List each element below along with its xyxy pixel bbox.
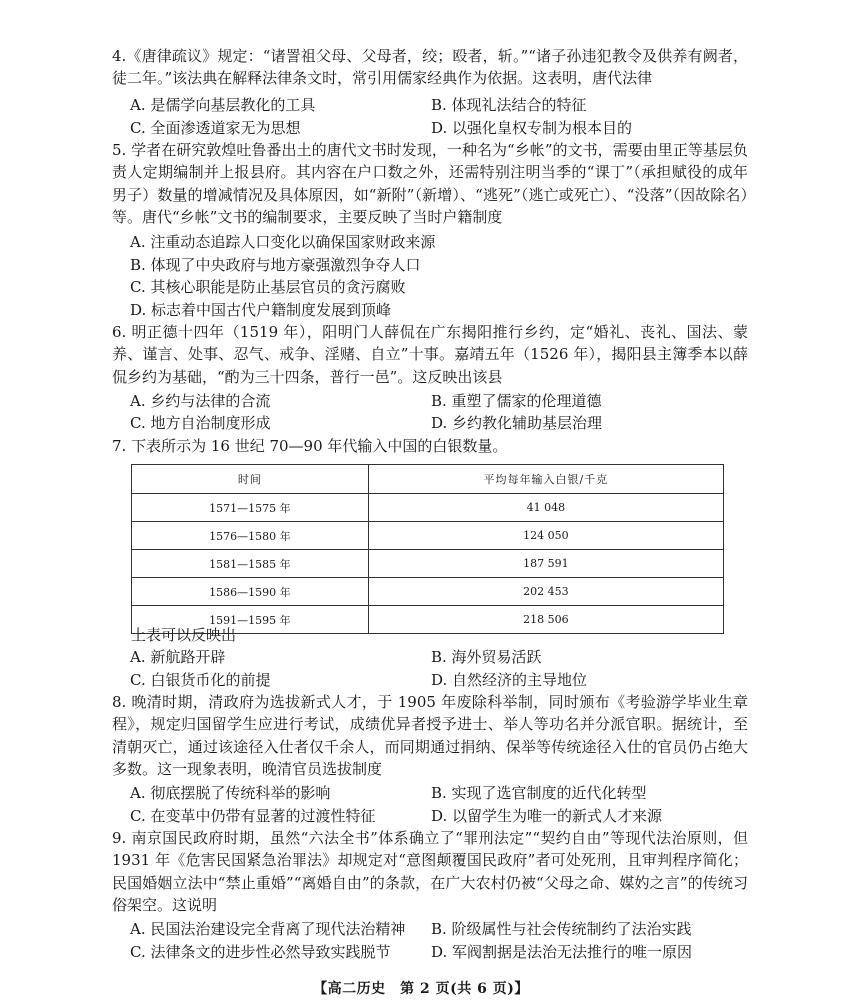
q4-option-a: A. 是儒学向基层教化的工具 [130,96,316,114]
table-cell-silver: 41 048 [368,494,723,522]
q9-option-b: B. 阶级属性与社会传统制约了法治实践 [431,920,692,938]
table-cell-period: 1586—1590 年 [132,578,369,606]
question-4 [112,45,748,90]
question-6 [112,321,748,388]
page-footer: 【高二历史 第 2 页(共 6 页)】 [313,981,529,997]
q6-option-b: B. 重塑了儒家的伦理道德 [431,392,602,410]
q8-option-b: B. 实现了选官制度的近代化转型 [431,784,647,802]
q5-option-a: A. 注重动态追踪人口变化以确保国家财政来源 [130,233,436,251]
q9-option-c: C. 法律条文的进步性必然导致实践脱节 [130,943,391,961]
table-cell-period: 1591—1595 年 [132,606,369,634]
table-cell-silver: 218 506 [368,606,723,634]
q4-option-d: D. 以强化皇权专制为根本目的 [431,119,633,137]
table-cell-silver: 124 050 [368,522,723,550]
table-row [132,550,724,578]
question-5-stem: 5. 学者在研究敦煌吐鲁番出土的唐代文书时发现，一种名为“乡帐”的文书，需要由里正等基层负责人定期编制并上报县府。其内容在户口数之外，还需特别注明当季的“课丁”（承担赋役的成年男子）数量的增减情况及具体原因，如“新附”（新增）、“逃死”（逃亡或死亡）、“没落”（因故除名）等。唐代“乡帐”文书的编制要求，主要反映了当时户籍制度 [112,141,748,226]
q8-option-d: D. 以留学生为唯一的新式人才来源 [431,807,663,825]
q9-option-d: D. 军阀割据是法治无法推行的唯一原因 [431,943,693,961]
q7-option-b: B. 海外贸易活跃 [431,648,542,666]
table-header-period: 时间 [132,465,369,494]
question-7-followup: 上表可以反映出 [131,626,237,644]
table-header-silver: 平均每年输入白银/千克 [368,465,723,494]
q4-option-c: C. 全面渗透道家无为思想 [130,119,301,137]
q8-option-a: A. 彻底摆脱了传统科举的影响 [130,784,331,802]
question-6-stem: 6. 明正德十四年（1519 年），阳明门人薛侃在广东揭阳推行乡约，定“婚礼、丧礼、国法、蒙养、谨言、处事、忍气、戒争、淫赌、自立”十事。嘉靖五年（1526 年），揭阳县主簿季本以薛侃乡约为基础，“酌为三十四条，普行一邑”。这反映出该县 [112,323,748,386]
table-header-row [132,465,724,494]
q6-option-c: C. 地方自治制度形成 [130,414,271,432]
table-row [132,494,724,522]
silver-import-table [131,464,724,634]
q5-option-c: C. 其核心职能是防止基层官员的贪污腐败 [130,278,406,296]
q7-option-d: D. 自然经济的主导地位 [431,671,588,689]
table-cell-period: 1581—1585 年 [132,550,369,578]
question-8 [112,691,748,780]
q5-option-b: B. 体现了中央政府与地方豪强激烈争夺人口 [130,256,421,274]
q7-option-c: C. 白银货币化的前提 [130,671,271,689]
q4-option-b: B. 体现礼法结合的特征 [431,96,587,114]
table-cell-period: 1576—1580 年 [132,522,369,550]
question-9-stem: 9. 南京国民政府时期，虽然“六法全书”体系确立了“罪刑法定”“契约自由”等现代法治原则，但 1931 年《危害民国紧急治罪法》却规定对“意图颠覆国民政府”者可处死刑，且审判程序简化；民国婚姻立法中“禁止重婚”“离婚自由”的条款，在广大农村仍被“父母之命、媒妁之言”的传统习俗架空。这说明 [112,829,748,914]
table-row [132,522,724,550]
table-cell-silver: 187 591 [368,550,723,578]
q9-option-a: A. 民国法治建设完全背离了现代法治精神 [130,920,406,938]
q7-option-a: A. 新航路开辟 [130,648,226,666]
table-row [132,578,724,606]
table-cell-silver: 202 453 [368,578,723,606]
table-cell-period: 1571—1575 年 [132,494,369,522]
question-7-stem: 7. 下表所示为 16 世纪 70—90 年代输入中国的白银数量。 [112,437,508,455]
q6-option-d: D. 乡约教化辅助基层治理 [431,414,603,432]
q8-option-c: C. 在变革中仍带有显著的过渡性特征 [130,807,376,825]
question-9 [112,827,748,916]
q5-option-d: D. 标志着中国古代户籍制度发展到顶峰 [130,301,392,319]
question-8-stem: 8. 晚清时期，清政府为选拔新式人才，于 1905 年废除科举制，同时颁布《考验游学毕业生章程》，规定归国留学生应进行考试，成绩优异者授予进士、举人等功名并分派官职。据统计，至清朝灭亡，通过该途径入仕者仅千余人，而同期通过捐纳、保举等传统途径入仕的官员仍占绝大多数。这一现象表明，晚清官员选拔制度 [112,693,748,778]
q6-option-a: A. 乡约与法律的合流 [130,392,271,410]
question-7 [112,435,748,457]
question-5 [112,139,748,228]
question-4-stem: 4.《唐律疏议》规定：“诸詈祖父母、父母者，绞；殴者，斩。”“诸子孙违犯教令及供养有阙者，徒二年。”该法典在解释法律条文时，常引用儒家经典作为依据。这表明，唐代法律 [112,47,748,88]
